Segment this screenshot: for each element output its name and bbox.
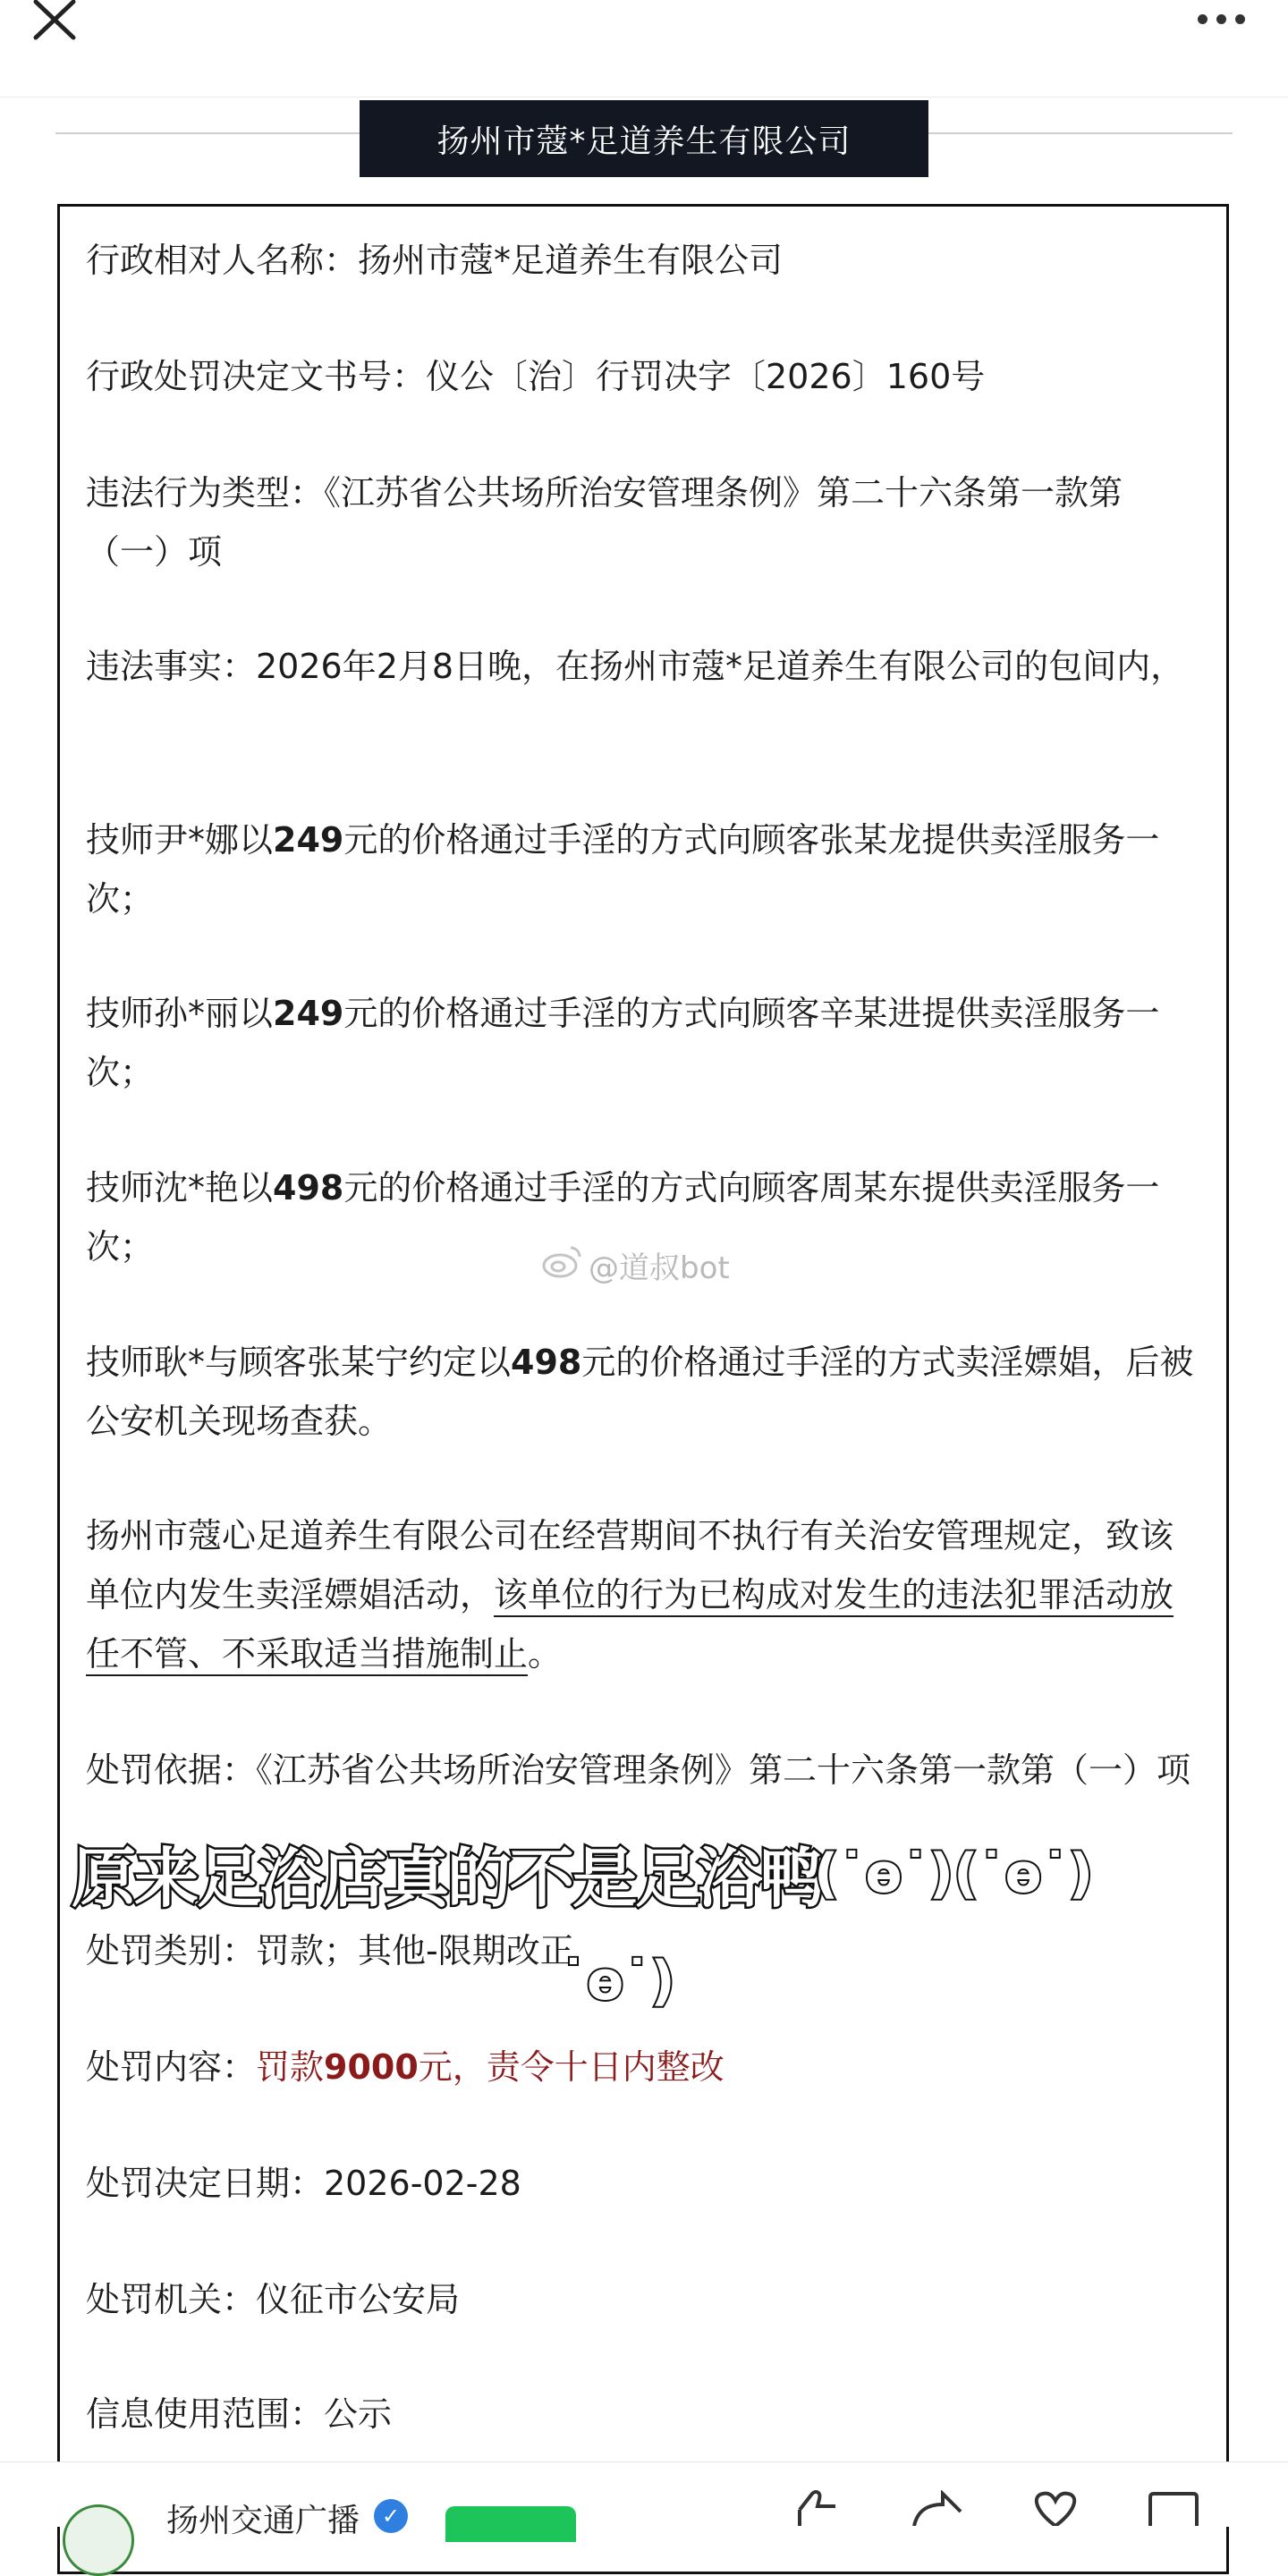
conclusion-underlined: 该单位的行为已构成对发生的违法犯罪活动放任不管、不采取适当措施制止: [86, 1575, 1174, 1674]
fact-text: 元的价格通过手淫的方式向顾客张某龙提供卖淫服务一次；: [86, 820, 1160, 919]
fact-amount: 498: [511, 1343, 582, 1382]
penalty-authority: 处罚机关：仪征市公安局: [86, 2280, 461, 2319]
dot: [1235, 14, 1245, 24]
watermark: [542, 1245, 730, 1284]
fact-text: 元的价格通过手淫的方式向顾客辛某进提供卖淫服务一次；: [86, 994, 1160, 1092]
violation-type: 违法行为类型：《江苏省公共场所治安管理条例》第二十六条第一款第（一）项: [86, 473, 1123, 572]
penalty-text: 罚款: [256, 2047, 325, 2087]
fact-item-2: [86, 984, 1204, 1102]
account-name[interactable]: 扬州交通广播: [166, 2503, 360, 2539]
penalty-date: 处罚决定日期：2026-02-28: [86, 2164, 521, 2203]
fact-amount: 498: [273, 1168, 344, 1208]
caption-emoji: (˙ө˙)(˙ө˙): [814, 1843, 1094, 1905]
weibo-icon: [542, 1244, 583, 1286]
more-options-icon[interactable]: [1190, 5, 1252, 32]
watermark-text: @道叔bot: [589, 1250, 730, 1286]
share-icon[interactable]: [909, 2490, 966, 2526]
fact-text: 技师孙*丽以: [86, 994, 274, 1033]
fact-text: 技师耿*与顾客张某宁约定以: [86, 1343, 512, 1382]
violation-facts: 违法事实：2026年2月8日晚，在扬州市蔻*足道养生有限公司的包间内，: [86, 647, 1185, 686]
fact-amount: 249: [273, 994, 344, 1033]
company-title: 扬州市蔻*足道养生有限公司: [436, 123, 852, 160]
penalty-basis: 处罚依据：《江苏省公共场所治安管理条例》第二十六条第一款第（一）项: [86, 1750, 1191, 1790]
dot: [1216, 14, 1226, 24]
heart-icon[interactable]: [1027, 2490, 1084, 2526]
company-title-banner: [360, 100, 928, 177]
like-icon[interactable]: [791, 2490, 848, 2526]
fact-text: 元的价格通过手淫的方式向顾客周某东提供卖淫服务一次；: [86, 1168, 1160, 1267]
conclusion-text: 扬州市蔻心足道养生有限公司在经营期间不执行有关治安管理规定，致该单位内发生卖淫嫖娼活动，: [86, 1516, 1174, 1614]
info-scope: 信息使用范围：公示: [86, 2394, 393, 2434]
penalty-content: [86, 2038, 1204, 2097]
account-avatar[interactable]: [63, 2504, 134, 2576]
close-icon[interactable]: [30, 0, 80, 45]
fact-amount: 249: [273, 820, 344, 860]
caption-emoji: ˙ө˙): [560, 1950, 675, 2012]
fact-text: 技师沈*艳以: [86, 1168, 274, 1208]
penalty-content-label: 处罚内容：: [86, 2047, 257, 2087]
penalty-category: 处罚类别：罚款；其他-限期改正: [86, 1931, 574, 1970]
verified-badge-icon: ✓: [374, 2499, 408, 2533]
comment-icon[interactable]: [1145, 2490, 1202, 2526]
fact-item-1: [86, 810, 1204, 928]
dot: [1198, 14, 1208, 24]
penalty-amount: 9000: [324, 2047, 419, 2087]
decision-number: 行政处罚决定文书号：仪公〔治〕行罚决字〔2026〕160号: [86, 357, 986, 396]
penalty-text: 元，责令十日内整改: [418, 2047, 724, 2087]
fact-text: 技师尹*娜以: [86, 820, 274, 860]
top-bar: [0, 0, 1288, 97]
conclusion-text: 。: [528, 1634, 563, 1674]
fact-item-4: [86, 1333, 1204, 1451]
fact-text: 元的价格通过手淫的方式卖淫嫖娼，后被公安机关现场查获。: [86, 1343, 1194, 1441]
conclusion: [86, 1506, 1204, 1683]
overlay-caption: 原来足浴店真的不是足浴鸭: [72, 1841, 824, 1916]
follow-button[interactable]: [445, 2506, 576, 2542]
party-name: 行政相对人名称：扬州市蔻*足道养生有限公司: [86, 241, 784, 280]
